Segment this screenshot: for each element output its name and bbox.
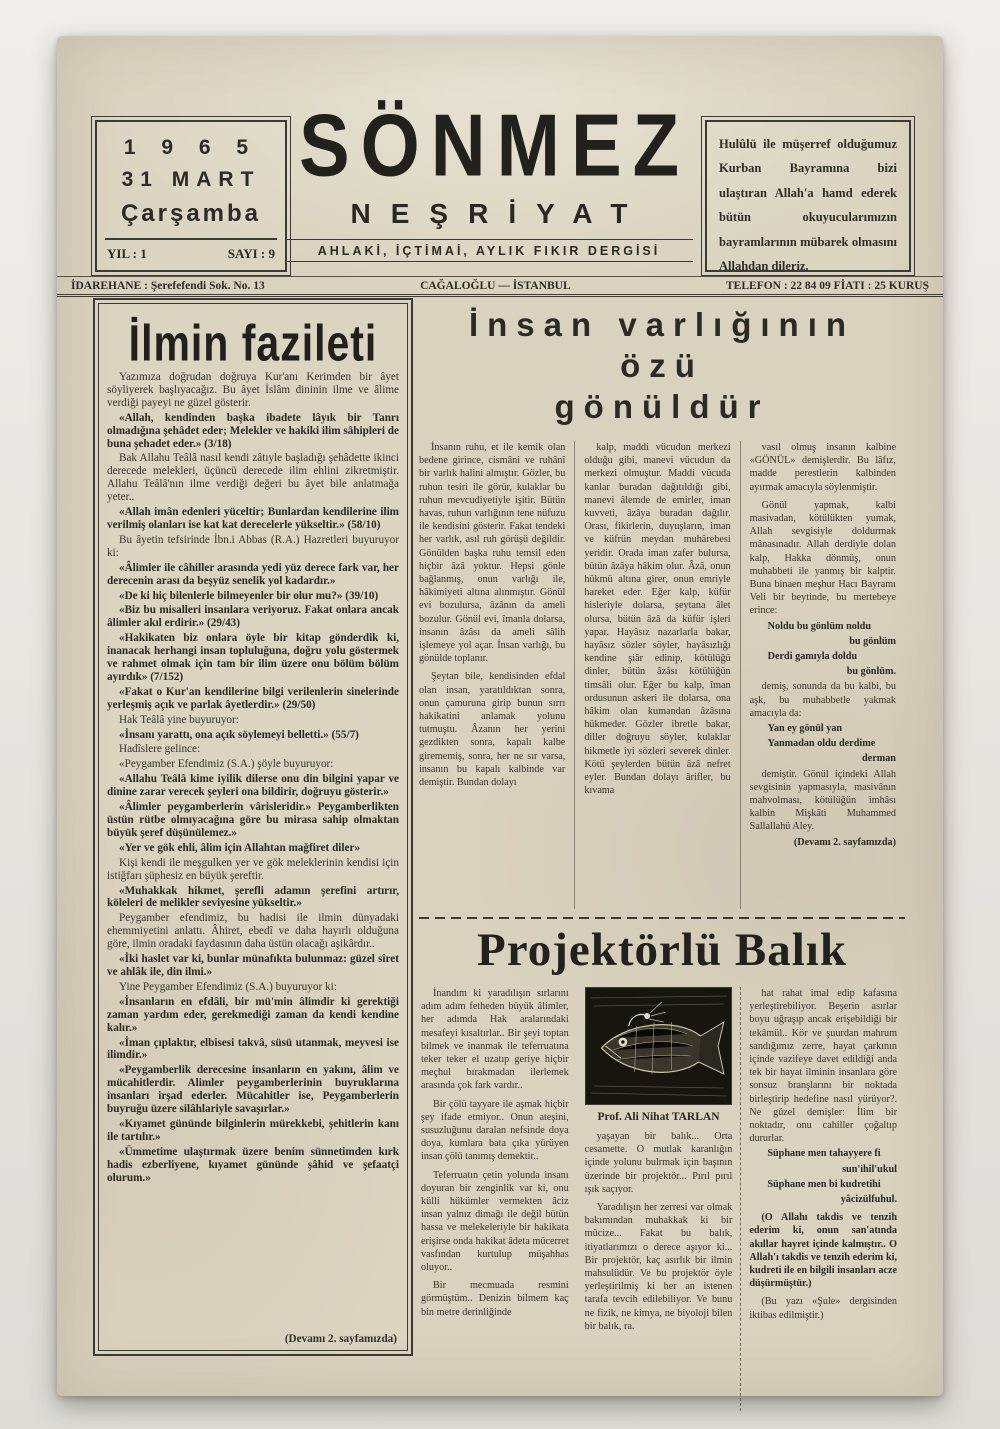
paragraph: bu gönlüm (849, 635, 896, 647)
paragraph: Kişi kendi ile meşgulken yer ve gök meleklerinin kendisi için istiğfarı şüphesiz en büyük şereftir. (107, 856, 399, 882)
bayram-announcement-text: Hulûlü ile müşerref olduğumuz Kurban Bayramına bizi ulaştıran Allah'a hamd ederek bütün okuyucularımızın bayramlarının mübarek olmasını Allahdan dileriz. (719, 137, 897, 273)
article-gonul-title-line2: gönüldür (554, 388, 770, 425)
phone-price-info: TELEFON : 22 84 09 FİATI : 25 KURUŞ (726, 280, 929, 292)
paragraph: Yaradılışın her zerresi var olmak bakımından muhakkak ki bir mûcize... Fakat bu balık, itiyatlarımızı o derece aşıyor ki... Bir projektör, kaç asırlık bir ilmin mahsulüdür. Ve bu projektör öyle yerleştirilmiş ki her an istenen tarafa tevcih edilebiliyor. Ve bunu ne fizik, ne kimya, ne biyoloji bilen bir balık, ra. (584, 1202, 733, 1332)
bayram-announcement-box (701, 116, 915, 276)
article-gonul-col3 (740, 441, 905, 909)
paragraph: İnsanın ruhu, et ile kemik olan bedene girince, cismâni ve ruhânî bir varlık halini almıştır. Gözler, bu ruhun tesiri ile görür, kulaklar bu ruhun mevcudiyetiyle işitir. Bütün havas, ruhun varlığının tene nüfuzu ile kendisini gösterir. Fakat tendeki her varlık, asıl ruh görüşü değildir. Gönülden başka ruhu temsil eden hiçbir âzâ yoktur. Hepsi gönle bağlanmış, onun varlığı ile, hâkimiyeti altına alınmıştır. Gönül evi bozulursa, âzânın da ameli bozulur. Gönül evi, îmanla dolarsa, insanın âzâsı da ameli sâlih işlemeye yol açar. İnsan varlığı, bu gönülde toplanır. (419, 442, 566, 665)
paragraph: Şeytan bile, kendisinden efdal olan insan, yaratıldıktan sonra, onun çamuruna girip bunun sırrı hakikatini anlamak yolunu tutmuştu. Âzanın her yerini gezdikten sonra, kapalı kalbe girememiş, sonra, her ne sır varsa, insanın bu kapalı kalbinde var demiştir. Bundan dolayı (419, 671, 566, 789)
paragraph: «Fakat o Kur'an kendilerine bilgi verilenlerin sinelerinde yerleşmiş açık ve parlak âyetlerdir.» (29/50) (107, 685, 399, 711)
paragraph: Bir mecmuada resmini görmüştüm.. Denizin bilmem kaç bin metre derinliğinde (421, 1280, 569, 1318)
paragraph: Yine Peygamber Efendimiz (S.A.) buyuruyor ki: (119, 980, 337, 993)
paragraph: Gönül yapmak, kalbi masivadan, kötülükten yumak, Allah sevgisiyle doldurmak mânasınadır. Allah derdiyle dolan kalp, Hakka dönmüş, onun muhabbeti ile yanmış bir kalptir. Buna binaen meşhur Hacı Bayramı Veli bir beytinde, bu mertebeye erince: (749, 499, 896, 617)
article-gonul-title-line1: İnsan varlığının özü (468, 306, 856, 384)
paragraph: «De ki hiç bilenlerle bilmeyenler bir olur mu?» (39/10) (119, 589, 379, 602)
issue-number: SAYI : 9 (227, 246, 275, 261)
issue-year-number: YIL : 1 (107, 246, 147, 261)
paragraph: demiştir. Gönül içindeki Allah sevgisinin yapmasıyla, masivânın mahvolması, kötülüğün imhâsı kalbin Mişkâti Muhammed Sallallahü Aley. (749, 768, 896, 833)
right-section (419, 298, 905, 1360)
article-balik-col2-text (585, 1130, 733, 1333)
paragraph: Bak Allahu Teâlâ nasıl kendi zâtıyle başladığı şehâdette ikinci derecede melekleri, üçüncü derecede ilim ehlini zikretmiştir. Allahu Teâlâ'nın ilme verdiği değeri bu âyet bile anlatmağa yeter.. (107, 452, 399, 504)
paragraph: «Kıyamet gününde bilginlerin mürekkebi, şehitlerin kanı ile tartılır.» (107, 1117, 399, 1143)
title-block (285, 96, 693, 262)
paragraph: hat rahat imal edip kafasına yerleştirebiliyor. Beşerin asırlar boyu uğraşıp ancak erişebildiği bir tekâmül.. Kör ve şuurdan mahrum sandığımız zerre, hayat çarkının içinde vazifeye davet edildiği anda tek bir hayat ilminin insanlara göre sonsuz branşlarını bir noktada birleştirip hedefine nasıl yürüyor?. Ne güzel demişler: İlim bir noktadır, onu cahiller çoğaltıp dururlar. (749, 988, 898, 1145)
paragraph: Hadîslere gelince: (119, 743, 201, 756)
paragraph: derman (862, 753, 896, 765)
newspaper-subtitle: NEŞRİYAT (350, 198, 648, 229)
paragraph: Derdi gamıyla doldu (767, 651, 858, 663)
article-ilmin-fazileti-body (107, 371, 399, 1184)
paragraph: «Âlimler peygamberlerin vârisleridir.» Peygamberlikten üstün rütbe olmıyacağına göre bu mirasa sahip olmaktan büyük şeref düşünülemez.» (107, 801, 399, 839)
issue-day: Çarşamba (120, 200, 262, 227)
article-balik-title: Projektörlü Balık (477, 924, 847, 976)
paragraph: sun'ihil'ukul (842, 1163, 898, 1175)
bayram-announcement-inner (705, 120, 911, 272)
paragraph: «İman çıplaktır, elbisesi takvâ, süsü utanmak, meyvesi ise ilimdir.» (107, 1036, 399, 1062)
paragraph: (Devamı 2. sayfamızda) (793, 836, 896, 848)
paragraph: İnandım ki yaradılışın sırlarını adım adım fetheden büyük âlimler, her adımda Hak aralarındaki mesafeyi kısaltırlar.. Bir şeyi toptan bilmek ve inanmak ile teferruatına teker teker el uzatıp geriye hiçbir meçhul bırakmadan ilerlemek arasında çok fark vardır.. (421, 988, 569, 1092)
paragraph: «Hakikaten biz onlara öyle bir kitap gönderdik ki, inanacak herhangi insan topluluğuna, doğru yolu göstermek ve rahmet olmak için tam bir ilim üzere onu bölüm bölüm ayırdık» (7/152) (107, 632, 399, 683)
fish-illustration (585, 987, 733, 1105)
paragraph: «Yer ve gök ehli, âlim için Allahtan mağfiret diler» (119, 841, 361, 854)
paragraph: «Âlimler ile câhiller arasında yedi yüz derece fark var, her derecenin arası da beşyüz senelik yol kadardır.» (107, 561, 399, 587)
section-divider (419, 917, 905, 919)
newspaper-page (57, 36, 943, 1396)
paragraph: «İnsanı yarattı, ona açık söylemeyi belletti.» (55/7) (119, 728, 359, 741)
date-box (91, 116, 291, 276)
article-balik-columns (419, 987, 905, 1411)
location-info: CAĞALOĞLU — İSTANBUL (420, 280, 571, 292)
paragraph: Bu âyetin tefsirinde İbn.i Abbas (R.A.) Hazretleri buyuruyor ki: (107, 533, 399, 559)
paragraph: «Ümmetime ulaştırmak üzere benim sünnetimden kırk hadis ezberliyene, kıyamet gününde şâhid ve şefaatçi olurum.» (107, 1145, 399, 1184)
issue-year: 1 9 6 5 (123, 136, 259, 159)
article-balik-col1 (419, 987, 577, 1411)
article-gonul-columns (419, 441, 905, 909)
paragraph: Yazımıza doğrudan doğruya Kur'anı Kerimden bir âyet söyliyerek başlıyacağız. Bu âyet İslâm dininin ilme ve âlime verdiği payeyi ne güzel gösterir. (107, 371, 399, 409)
paragraph: Bir çölü tayyare ile aşmak hiçbir şey ifade etmiyor.. Onun ateşini, susuzluğunu daralan nefsinde doya doya, kumlara bata çıka yürüyen insan çölü tanımış demektir.. (421, 1098, 569, 1163)
paragraph: yâcizülfuhul. (840, 1194, 898, 1206)
paragraph: Yanmadan oldu derdime (767, 738, 876, 750)
paragraph: yaşayan bir balık... Orta cesamette. O mutlak karanlığın içinde yolunu bulrmak için başının üzerinde bir projektör... Pırıl pırıl ışık saçıyor. (584, 1131, 733, 1195)
paragraph: bu gönlüm. (846, 666, 896, 678)
fish-caption: Prof. Ali Nihat TARLAN (597, 1111, 720, 1123)
paragraph: Yan ey gönül yan (767, 723, 843, 735)
paragraph: (O Allahı takdis ve tenzih ederim ki, onun san'atında akıllar hayret içinde kalmıştır.. O Allah'ı takdis ve tenzih ederim ki, kudreti ile en bilgili insanları acze düşürmüştür.) (749, 1212, 898, 1290)
paragraph: «Allah imân edenleri yüceltir; Bunlardan kendilerine ilim verilmiş olanları ise kat kat derecelerle yükseltir.» (58/10) (107, 506, 399, 531)
date-box-divider (105, 238, 277, 240)
paragraph: vasıl olmuş insanın kalbine «GÖNÜL» demişlerdir. Bu lâfız, madde perestlerin kalbinden ayırmak amacıyla söylenmiştir. (749, 442, 896, 493)
paragraph: (Bu yazı «Şule» dergisinden iktibas edilmiştir.) (749, 1296, 898, 1321)
paragraph: «Allah, kendinden başka ibadete lâyık bir Tanrı olmadığına şehâdet eder; Melekler ve hakiki ilim sâhipleri de buna şehadet eder.» (3/18) (107, 411, 399, 450)
paragraph: Hak Teâlâ yine buyuruyor: (119, 713, 239, 726)
paragraph: Noldu bu gönlüm noldu (767, 620, 871, 632)
paragraph: «Biz bu misalleri insanlara veriyoruz. Fakat onlara ancak âlimler akıl erdirir.» (29/43) (107, 604, 399, 630)
paragraph: «Peygamber Efendimiz (S.A.) şöyle buyuruyor: (119, 758, 334, 771)
article-gonul-col1 (419, 441, 574, 909)
article-balik-col3 (740, 987, 905, 1411)
issue-date: 31 MART (121, 168, 261, 191)
paragraph: «İnsanların en efdâli, bir mü'min âlimdir ki gerektiği zaman yardım eder, gerekmediği zaman da kendi kendine kalır.» (107, 995, 399, 1034)
paragraph: demiş, sonunda da bu kalbi, bu aşk, bu muhabbetle yakmak amacıyla da: (749, 681, 896, 719)
paragraph: «İki haslet var ki, bunlar münafıkta bulunmaz: güzel sîret ve ahlâk ile, din ilmi.» (107, 953, 399, 978)
newspaper-title: SÖNMEZ (298, 96, 691, 196)
paragraph: «Peygamberlik derecesine insanların en yakını, âlim ve mücahitlerdir. Alimler peygamberlerinin buyruklarına insanları irşad ederler. Mücahitler ise, Peygamberlerin buyruğu üzere silâhlariyle savaşırlar.» (107, 1064, 399, 1116)
fish-etching-svg (586, 988, 732, 1104)
newspaper-tagline: AHLAKİ, İÇTİMAİ, AYLIK FIKIR DERGİSİ (285, 239, 693, 262)
paragraph: Süphane men bi kudretihi (767, 1178, 881, 1190)
article-gonul-title (419, 304, 905, 427)
paragraph: kalp, maddi vücudun merkezi olduğu gibi, manevi vücudun da merkezi olmuştur. Maddi vücuda kanlar buradan dağıtıldığı gibi, manevi âlemde de emirler, iman kuvveti, âzâya buradan dağılır. Orası, fikirlerin, duyuşların, iman ve küfrün meydan muhârebesi yeridir. Orada iman zafer bulursa, bütün âzâya hâkim olur. Âzâ, onun hükmü altına girer, onun emriyle hareket eder. Eğer kalp, küfür hisleriyle dolarsa, şeytana âlet olursa, bütün âzâ da küfür işleri yapar. Hayâsız nazarlarla bakar, hayâsız sözler söyler, hayâsızlığı kendine şiâr edinip, kötülüğü dinler, bütün âzâsı kötülüğün timsâli olur. Eğer bu kalp, îman ordusunun askeri ile dolarsa, ona hâkim olan kumandan âzâsına hükmeder. Gözler ibretle bakar, diller doğruyu söyler, kulaklar hikmetle iyi sözleri severek dinler. Kötü şeylerden bütün âzâ nefret eyler. Bundan dolayı ârifler, bu kıvama (584, 442, 731, 797)
date-box-inner (95, 120, 287, 272)
info-bar (57, 276, 943, 297)
paragraph: «Allahu Teâlâ kime iyilik dilerse onu din bilgini yapar ve dinine zarar verecek şeyleri ona bildirir, doğruyu gösterir.» (107, 773, 399, 799)
address-info: İDAREHANE : Şerefefendi Sok. No. 13 (71, 280, 265, 292)
continuation-note: (Devamı 2. sayfamızda) (279, 1333, 397, 1345)
article-ilmin-fazileti (93, 298, 413, 1356)
article-balik-col2 (577, 987, 741, 1411)
paragraph: Teferruatın çetin yolunda insanı doyuran bir zenginlik var ki, onu külli hükümler vermekten âciz insan yalnız dimağı ile değil bütün hassa ve melekeleriyle bir hakikata erişirse onda hakikat âdeta mücerret vasfından kurtulup müşahhas oluyor.. (421, 1169, 569, 1274)
paragraph: Süphane men tahayyere fi (767, 1148, 881, 1160)
article-gonul-col2 (574, 441, 739, 909)
article-ilmin-fazileti-title: İlmin fazileti (128, 314, 378, 372)
paragraph: «Muhakkak hikmet, şerefli adamın şerefini artırır, köleleri de melikler seviyesine yükseltir.» (107, 884, 399, 910)
paragraph: Peygamber efendimiz, bu hadisi ile ilmin dünyadaki ehemmiyetini anlattı. Âhiret, ebedî ve daha hayırlı olduğuna göre, ilmin oradaki faydasının daha üstün olacağı aşikârdır.. (107, 912, 399, 951)
issue-meta (97, 246, 285, 262)
